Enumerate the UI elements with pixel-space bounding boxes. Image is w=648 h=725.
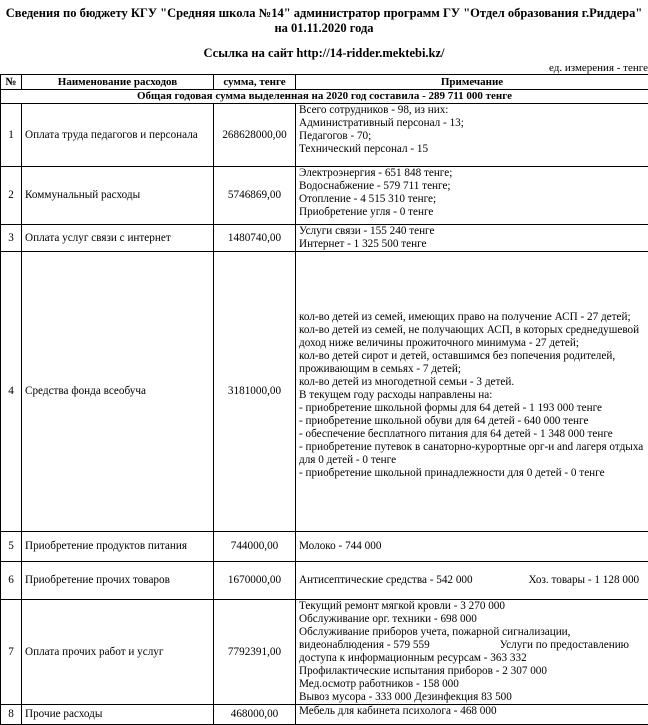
row-sum: 268628000,00 [214, 104, 296, 167]
row-note: Антисептические средства - 542 000 Хоз. товары - 1 128 000 [296, 562, 648, 600]
total-line: Общая годовая сумма выделенная на 2020 год составила - 289 711 000 тенге [1, 90, 648, 104]
row-name: Коммунальный расходы [22, 167, 214, 225]
table-row [1, 600, 648, 705]
row-name: Оплата труда педагогов и персонала [22, 104, 214, 167]
row-name: Оплата услуг связи с интернет [22, 225, 214, 252]
row-sum: 1670000,00 [214, 562, 296, 600]
row-note: кол-во детей из семей, имеющих право на получение АСП - 27 детей; кол-во детей из семей, не получающих АСП, в которых среднедушевой доход ниже величины прожиточного минимума - 27 детей; кол-во детей сирот и детей, оставшимся без попечения родителей, проживающим в семьях - 7 детей; кол-во детей из многодетной семьи - 3 детей. В текущем году расходы направлены на: - приобретение школьной формы для 64 детей - 1 193 000 тенге - приобретение школьной обуви для 64 детей - 640 000 тенге - обеспечение бесплатного питания для 64 детей - 1 348 000 тенге - приобретение путевок в санаторно-курортные орг-и and лагеря отдыха для 0 детей - 0 тенге - приобретение школьной принадлежности для 0 детей - 0 тенге [299, 265, 645, 480]
site-link: Ссылка на сайт http://14-ridder.mektebi.kz/ [0, 46, 648, 61]
units-label: ед. измерения - тенге [549, 62, 648, 74]
row-note: Мебель для кабинета психолога - 468 000 [296, 705, 648, 725]
row-name: Приобретение прочих товаров [22, 562, 214, 600]
table-header-row [1, 75, 648, 90]
table-row [1, 562, 648, 600]
row-number: 2 [1, 167, 22, 225]
table-row [1, 252, 648, 532]
table-row [1, 225, 648, 252]
table-row [1, 104, 648, 167]
row-sum: 3181000,00 [214, 252, 296, 532]
table-row [1, 705, 648, 725]
row-name: Прочие расходы [22, 705, 214, 725]
row-sum: 468000,00 [214, 705, 296, 725]
row-note: Электроэнергия - 651 848 тенге; Водоснабжение - 579 711 тенге; Отопление - 4 515 310 тенге; Приобретение угля - 0 тенге [296, 167, 648, 225]
row-note: Услуги связи - 155 240 тенге Интернет - 1 325 500 тенге [296, 225, 648, 252]
row-note: Всего сотрудников - 98, из них: Административный персонал - 13; Педагогов - 70; Технический персонал - 15 [296, 104, 648, 167]
row-name: Средства фонда всеобуча [22, 252, 214, 532]
table-row [1, 532, 648, 562]
row-note-cell [296, 252, 648, 532]
table-row [1, 167, 648, 225]
row-number: 6 [1, 562, 22, 600]
row-note: Текущий ремонт мягкой кровли - 3 270 000 Обслуживание орг. техники - 698 000 Обслуживание приборов учета, пожарной сигнализации, видеонаблюдения - 579 559 Услуги по предоставлению доступа к информационным ресурсам - 363 332 Профилактические испытания приборов - 2 307 000 Мед.осмотр работников - 158 000 Вывоз мусора - 333 000 Дезинфекция 83 500 [296, 600, 648, 705]
col-header-sum: сумма, тенге [214, 75, 296, 90]
row-sum: 1480740,00 [214, 225, 296, 252]
total-row [1, 90, 648, 104]
row-number: 4 [1, 252, 22, 532]
col-header-number: № [1, 75, 22, 90]
row-number: 3 [1, 225, 22, 252]
budget-table [0, 74, 648, 725]
row-sum: 744000,00 [214, 532, 296, 562]
document-title: Сведения по бюджету КГУ "Средняя школа №14" администратор программ ГУ "Отдел образования г.Риддера" на 01.11.2020 года [0, 6, 648, 36]
col-header-note: Примечание [296, 75, 648, 90]
row-note: Молоко - 744 000 [296, 532, 648, 562]
row-number: 8 [1, 705, 22, 725]
row-name: Оплата прочих работ и услуг [22, 600, 214, 705]
col-header-name: Наименование расходов [22, 75, 214, 90]
row-name: Приобретение продуктов питания [22, 532, 214, 562]
row-sum: 5746869,00 [214, 167, 296, 225]
row-number: 5 [1, 532, 22, 562]
row-sum: 7792391,00 [214, 600, 296, 705]
row-number: 1 [1, 104, 22, 167]
row-number: 7 [1, 600, 22, 705]
